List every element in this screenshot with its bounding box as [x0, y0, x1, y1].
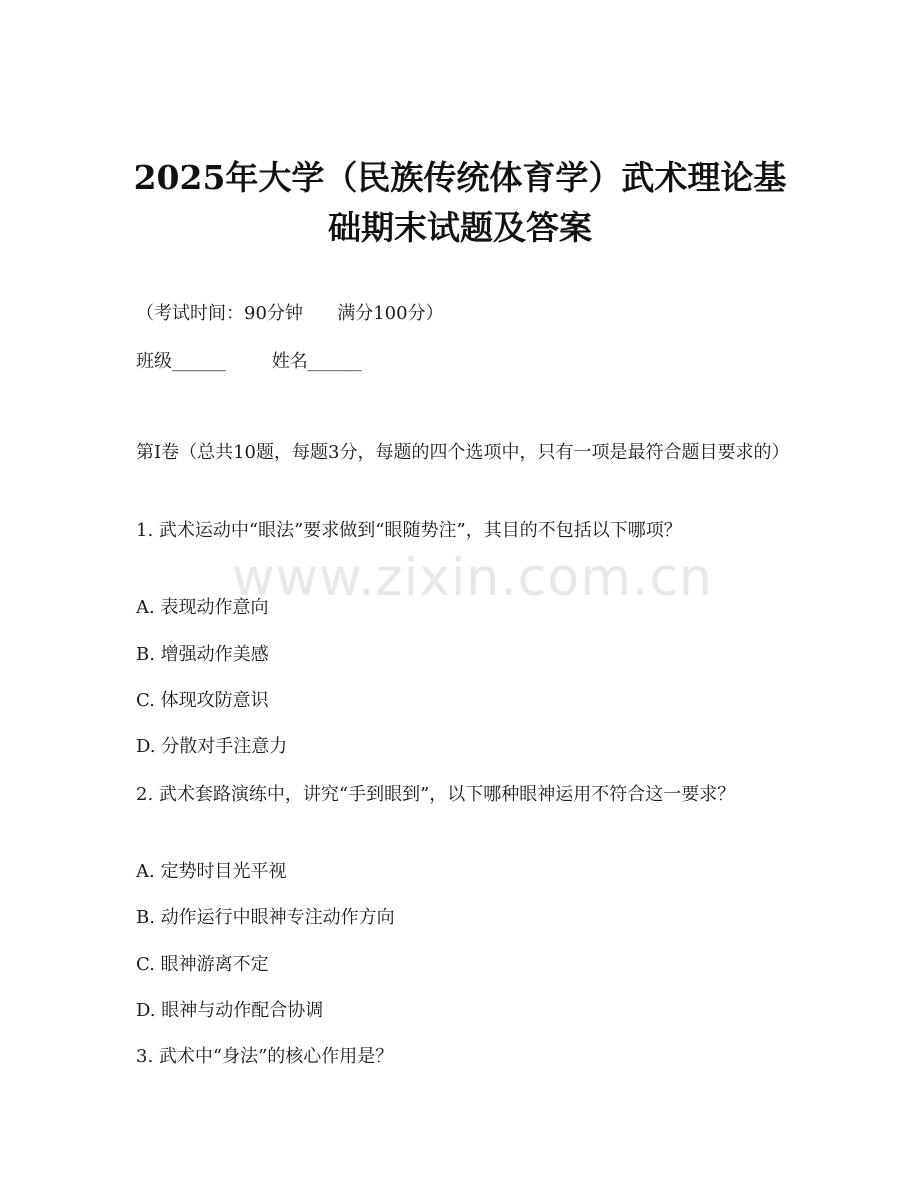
question-1-option-d: D. 分散对手注意力 — [136, 736, 288, 757]
question-2-option-b: B. 动作运行中眼神专注动作方向 — [136, 907, 395, 928]
question-1-option-c: C. 体现攻防意识 — [136, 690, 269, 711]
document-title-line-1: 2025年大学（民族传统体育学）武术理论基 — [133, 158, 787, 197]
question-3-stem: 3. 武术中“身法”的核心作用是？ — [136, 1046, 394, 1067]
question-2-option-a: A. 定势时目光平视 — [136, 861, 287, 882]
question-1-stem: 1. 武术运动中“眼法”要求做到“眼随势注”，其目的不包括以下哪项？ — [136, 520, 682, 541]
class-name-fields: 班级______ 姓名______ — [136, 351, 362, 372]
question-2-stem: 2. 武术套路演练中，讲究“手到眼到”，以下哪种眼神运用不符合这一要求？ — [136, 784, 736, 805]
document-title-line-2: 础期末试题及答案 — [328, 208, 592, 247]
section-intro: 第I卷（总共10题，每题3分，每题的四个选项中，只有一项是最符合题目要求的） — [136, 442, 790, 463]
question-2-option-c: C. 眼神游离不定 — [136, 954, 269, 975]
exam-time-score: （考试时间：90分钟 满分100分） — [136, 303, 444, 324]
watermark: www.zixin.com.cn — [232, 548, 713, 608]
question-1-option-b: B. 增强动作美感 — [136, 644, 269, 665]
question-2-option-d: D. 眼神与动作配合协调 — [136, 1000, 324, 1021]
question-1-option-a: A. 表现动作意向 — [136, 597, 269, 618]
